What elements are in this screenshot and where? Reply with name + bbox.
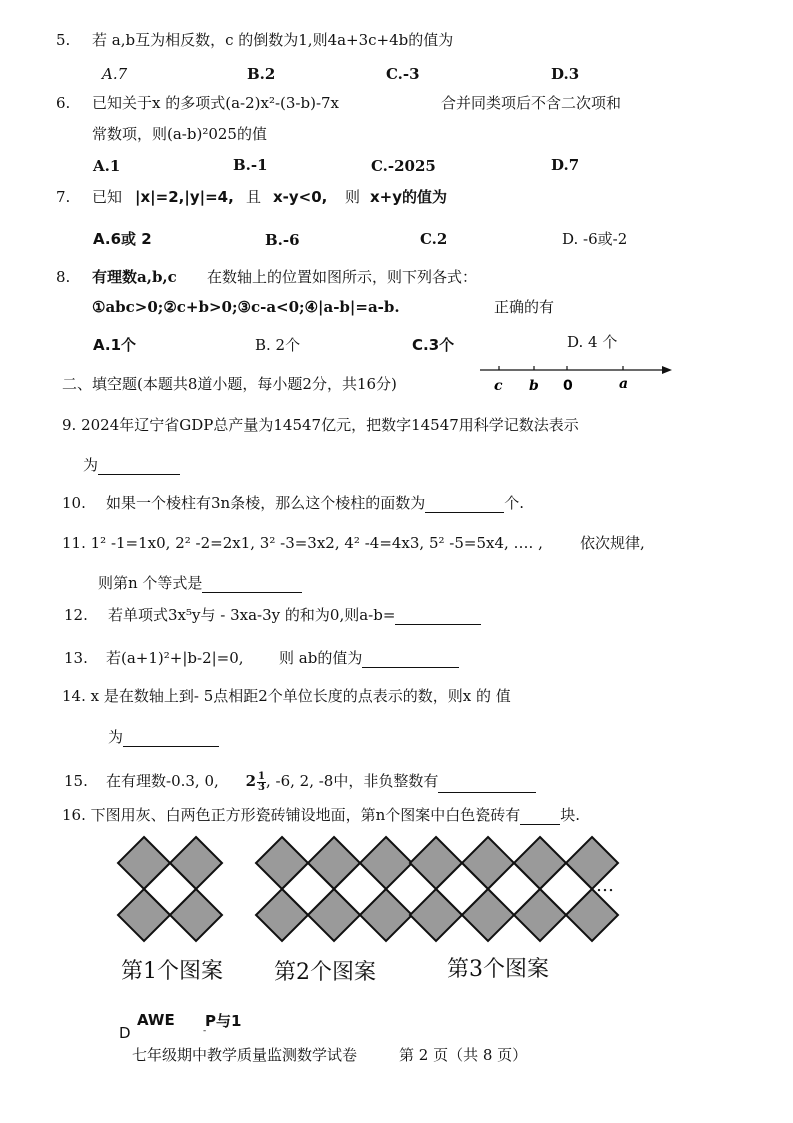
q15-mixed-whole: 2 (245, 772, 256, 790)
q8-option-a: A.1个 (93, 336, 137, 354)
stray-awe: AWE (137, 1011, 175, 1029)
q7-text-d: x-y<0, (273, 188, 328, 206)
q10-text: 如果一个棱柱有3n条棱，那么这个棱柱的面数为 (106, 494, 426, 512)
pattern-caption-1: 第1个图案 (121, 959, 223, 984)
q15-line (106, 771, 536, 793)
q5-option-a: A.7 (102, 65, 128, 83)
q7-text-c: 且 (246, 188, 262, 206)
q7-text-b: |x|=2,|y|=4, (135, 188, 234, 206)
q15-fraction-numerator: 1 (258, 770, 265, 782)
q10-answer-blank[interactable] (425, 496, 504, 513)
q8-option-d: D. 4 个 (567, 333, 618, 351)
q9-answer-blank[interactable] (98, 458, 180, 475)
q5-option-c: C.-3 (386, 65, 420, 83)
q16-tail: 块. (560, 806, 581, 824)
footer-page-number: 第 2 页（共 8 页） (399, 1046, 528, 1064)
q5-text: 若 a,b互为相反数，c 的倒数为1,则4a+3c+4b的值为 (92, 31, 454, 49)
label-zero: 0 (563, 378, 573, 394)
q12-number: 12. (64, 606, 88, 624)
q9-text-line2 (83, 455, 180, 475)
q14-answer-blank[interactable] (123, 730, 219, 747)
pattern-caption-3: 第3个图案 (447, 957, 549, 982)
q14-text-line2 (108, 727, 219, 747)
pattern-ellipsis: … (596, 875, 614, 896)
q11-text-right: 依次规律, (580, 534, 645, 552)
q11-answer-blank[interactable] (202, 576, 302, 593)
q6-text-line2: 常数项，则(a-b)²025的值 (92, 125, 267, 143)
label-c: c (494, 378, 503, 394)
q7-option-b: B.-6 (265, 231, 300, 249)
q16-answer-blank[interactable] (520, 808, 560, 825)
q6-text-right: 合并同类项后不含二次项和 (441, 94, 622, 112)
q14-text: 14. x 是在数轴上到- 5点相距2个单位长度的点表示的数，则x 的 值 (62, 687, 511, 705)
q16-text: 16. 下图用灰、白两色正方形瓷砖铺设地面，第n个图案中白色瓷砖有 (62, 806, 521, 824)
q7-option-a: A.6或 2 (93, 230, 152, 248)
q6-text: 已知关于x 的多项式(a-2)x²-(3-b)-7x (92, 94, 340, 112)
q11-text: 11. 1² -1=1x0, 2² -2=2x1, 3² -3=3x2, 4² -4=4x3, 5² -5=5x4, …. , (62, 534, 543, 552)
footer-title: 七年级期中教学质量监测数学试卷 (132, 1046, 358, 1064)
q13-text: 若(a+1)²+|b-2|=0, (106, 649, 244, 667)
q5-option-b: B.2 (247, 65, 276, 83)
q8-text-line2: ①abc>0;②c+b>0;③c-a<0;④|a-b|=a-b. (92, 298, 400, 316)
q12-line (108, 605, 481, 625)
q15-answer-blank[interactable] (438, 776, 536, 793)
q12-text: 若单项式3x⁵y与 - 3xa-3y 的和为0,则a-b= (108, 606, 396, 624)
q8-text-line2-right: 正确的有 (494, 298, 555, 316)
q8-number: 8. (56, 268, 71, 286)
q15-text: 在有理数-0.3, 0, (106, 772, 219, 790)
q8-option-b: B. 2个 (255, 336, 301, 354)
q6-number: 6. (56, 94, 71, 112)
label-b: b (529, 378, 539, 394)
number-line-figure (478, 360, 678, 396)
q6-option-a: A.1 (93, 157, 121, 175)
q7-option-d: D. -6或-2 (562, 230, 628, 248)
section2-heading: 二、填空题(本题共8道小题，每小题2分，共16分) (62, 375, 397, 393)
q15-number: 15. (64, 772, 88, 790)
q8-option-c: C.3个 (412, 336, 455, 354)
tile-pattern-3 (410, 836, 602, 944)
q7-text-a: 已知 (92, 188, 123, 206)
q16-line (62, 805, 580, 825)
q9-prefix: 为 (83, 456, 99, 474)
q13-number: 13. (64, 649, 88, 667)
stray-p: P与1 (205, 1012, 242, 1030)
tile-pattern-2 (256, 836, 414, 944)
label-a: a (619, 376, 629, 392)
q8-text-right: 在数轴上的位置如图所示，则下列各式： (207, 268, 478, 286)
q5-number: 5. (56, 31, 71, 49)
stray-d: D (119, 1024, 131, 1042)
q15-rest: , -6, 2, -8中，非负整数有 (265, 772, 439, 790)
q8-text: 有理数a,b,c (92, 268, 177, 286)
tile-pattern-1 (118, 836, 244, 944)
q11-text-line2 (98, 573, 302, 593)
q15-fraction (257, 772, 266, 793)
q6-option-b: B.-1 (233, 156, 268, 174)
q13-answer-blank[interactable] (362, 651, 459, 668)
q14-prefix: 为 (108, 728, 124, 746)
stray-mark: - (203, 1026, 207, 1036)
pattern-caption-2: 第2个图案 (274, 960, 376, 985)
q7-text-f: x+y的值为 (370, 188, 448, 206)
q6-option-c: C.-2025 (371, 157, 436, 175)
q13-text-right: 则 ab的值为 (279, 649, 363, 667)
q13-line-right (279, 648, 459, 668)
q7-number: 7. (56, 188, 71, 206)
q10-number: 10. (62, 494, 86, 512)
q15-fraction-denominator: 3 (258, 781, 265, 793)
q11-prefix: 则第n 个等式是 (98, 574, 203, 592)
q10-line (106, 493, 524, 513)
q10-tail: 个. (504, 494, 524, 512)
q5-option-d: D.3 (551, 65, 580, 83)
q7-text-e: 则 (345, 188, 361, 206)
q6-option-d: D.7 (551, 156, 580, 174)
q7-option-c: C.2 (420, 230, 448, 248)
number-line-arrow (662, 366, 672, 374)
q12-answer-blank[interactable] (395, 608, 481, 625)
q9-text: 9. 2024年辽宁省GDP总产量为14547亿元，把数字14547用科学记数法表示 (62, 416, 579, 434)
